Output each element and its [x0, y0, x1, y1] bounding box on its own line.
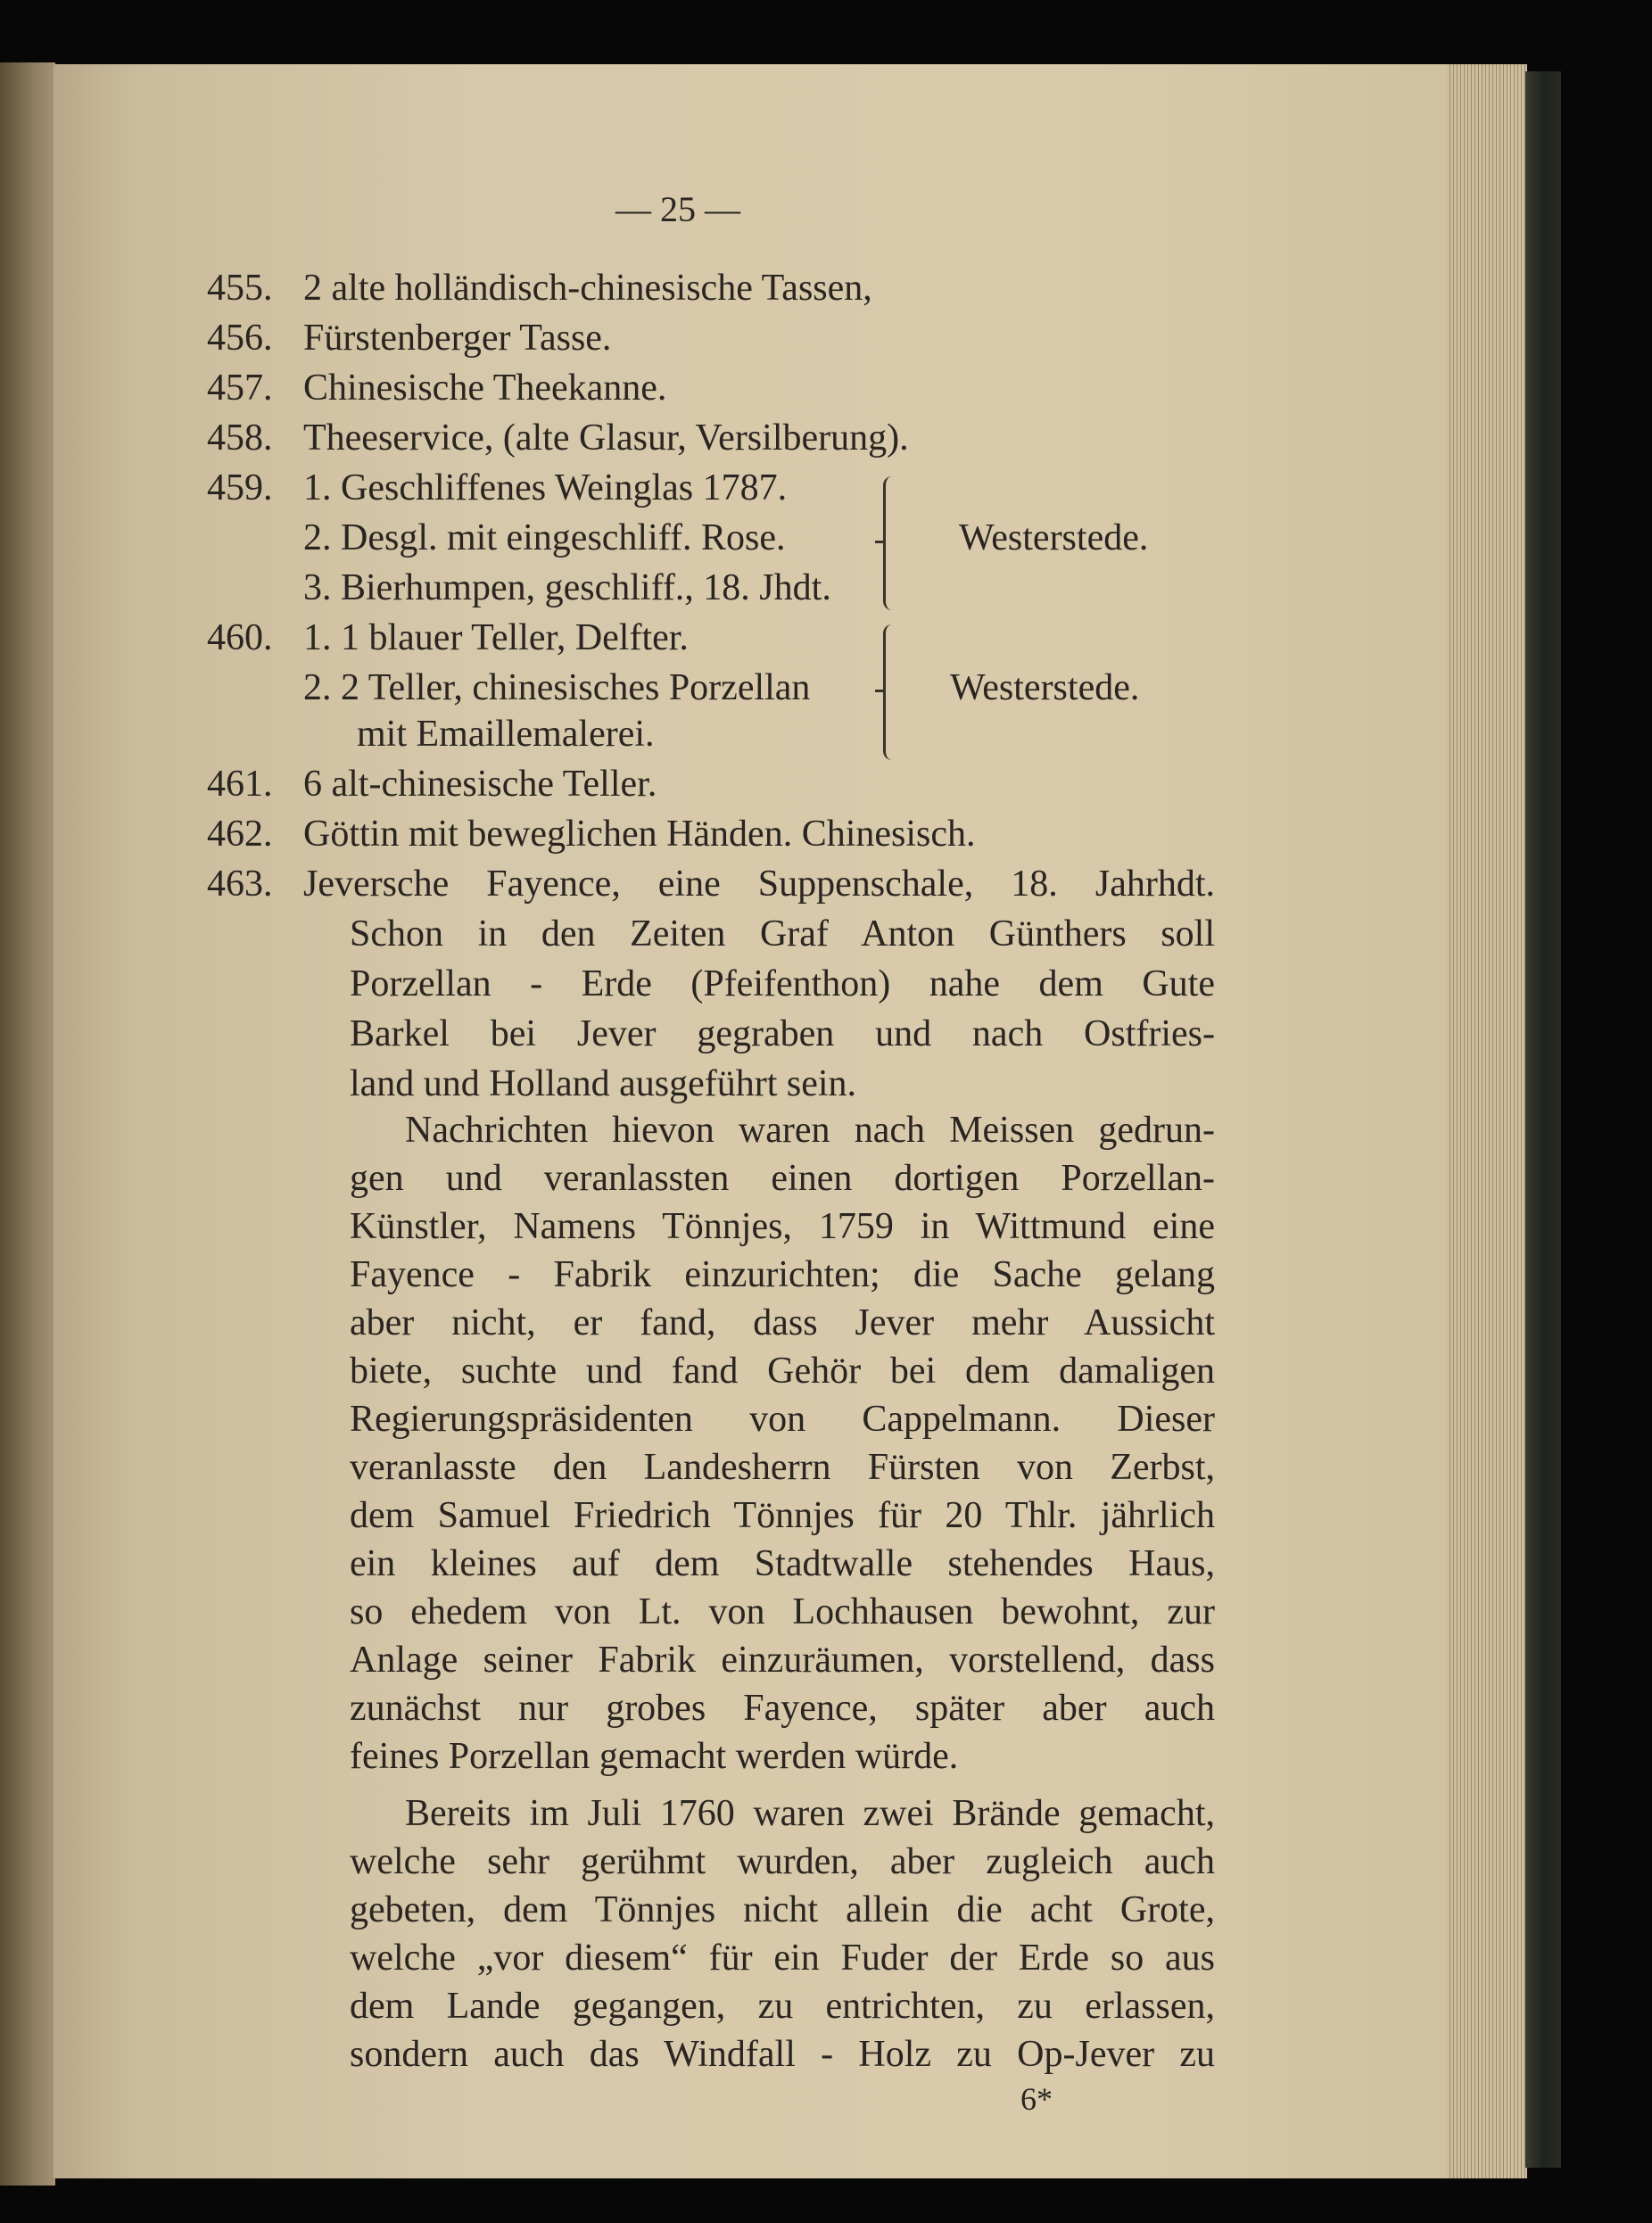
entry-number: 459.: [207, 467, 273, 508]
body-line: welche sehr gerühmt wurden, aber zugleich auch: [350, 1841, 1215, 1882]
entry-number: 463.: [207, 864, 273, 905]
entry-number: 457.: [207, 368, 273, 409]
body-line: dem Samuel Friedrich Tönnjes für 20 Thlr. jährlich: [350, 1495, 1215, 1536]
page-stack-edges: [1447, 64, 1527, 2178]
signature-mark: 6*: [1020, 2081, 1053, 2117]
body-line: Nachrichten hievon waren nach Meissen gedrun-: [405, 1110, 1215, 1151]
entry-text: Göttin mit beweglichen Händen. Chinesisch.: [303, 814, 976, 855]
entry-place: Westerstede.: [959, 517, 1149, 558]
previous-page-edge: [0, 62, 55, 2186]
book-spine: [1525, 71, 1561, 2168]
body-line: Barkel bei Jever gegraben und nach Ostfries-: [350, 1013, 1215, 1054]
body-line: gebeten, dem Tönnjes nicht allein die acht Grote,: [350, 1889, 1215, 1930]
page-number: — 25 —: [615, 189, 740, 229]
entry-subitem: 2. Desgl. mit eingeschliff. Rose.: [303, 517, 786, 558]
entry-subitem: 3. Bierhumpen, geschliff., 18. Jhdt.: [303, 567, 831, 608]
body-line: Bereits im Juli 1760 waren zwei Brände gemacht,: [405, 1793, 1215, 1834]
body-line: sondern auch das Windfall - Holz zu Op-Jever zu: [350, 2034, 1215, 2075]
body-line: Schon in den Zeiten Graf Anton Günthers soll: [350, 913, 1215, 954]
entry-subitem: mit Emaillemalerei.: [357, 714, 655, 755]
body-line: Fayence - Fabrik einzurichten; die Sache gelang: [350, 1254, 1215, 1295]
body-line: so ehedem von Lt. von Lochhausen bewohnt, zur: [350, 1591, 1215, 1632]
body-line: welche „vor diesem“ für ein Fuder der Erde so aus: [350, 1938, 1215, 1979]
body-line: gen und veranlassten einen dortigen Porzellan-: [350, 1158, 1215, 1199]
body-line: ein kleines auf dem Stadtwalle stehendes Haus,: [350, 1543, 1215, 1584]
entry-subitem: 2. 2 Teller, chinesisches Porzellan: [303, 667, 811, 708]
body-line: Regierungspräsidenten von Cappelmann. Dieser: [350, 1399, 1215, 1440]
body-line: Künstler, Namens Tönnjes, 1759 in Wittmund eine: [350, 1206, 1215, 1247]
entry-number: 461.: [207, 764, 273, 805]
grouping-brace: [883, 624, 895, 760]
body-line: veranlasste den Landesherrn Fürsten von Zerbst,: [350, 1447, 1215, 1488]
entry-text: 2 alte holländisch-chinesische Tassen,: [303, 268, 872, 309]
body-line: aber nicht, er fand, dass Jever mehr Aussicht: [350, 1302, 1215, 1343]
entry-number: 458.: [207, 417, 273, 459]
body-line: dem Lande gegangen, zu entrichten, zu erlassen,: [350, 1986, 1215, 2027]
entry-text: Jeversche Fayence, eine Suppenschale, 18. Jahrhdt.: [303, 864, 1215, 905]
entry-number: 456.: [207, 318, 273, 359]
body-line: feines Porzellan gemacht werden würde.: [350, 1736, 959, 1777]
entry-number: 462.: [207, 814, 273, 855]
entry-text: Chinesische Theekanne.: [303, 368, 667, 409]
grouping-brace: [883, 476, 895, 610]
entry-number: 455.: [207, 268, 273, 309]
body-line: biete, suchte und fand Gehör bei dem damaligen: [350, 1351, 1215, 1392]
entry-subitem: 1. 1 blauer Teller, Delfter.: [303, 617, 689, 658]
body-line: land und Holland ausgeführt sein.: [350, 1063, 857, 1104]
entry-text: Fürstenberger Tasse.: [303, 318, 612, 359]
entry-text: 6 alt-chinesische Teller.: [303, 764, 657, 805]
entry-text: Theeservice, (alte Glasur, Versilberung).: [303, 417, 909, 459]
entry-place: Westerstede.: [950, 667, 1140, 708]
body-line: zunächst nur grobes Fayence, später aber auch: [350, 1688, 1215, 1729]
entry-number: 460.: [207, 617, 273, 658]
body-line: Anlage seiner Fabrik einzuräumen, vorstellend, dass: [350, 1640, 1215, 1681]
entry-subitem: 1. Geschliffenes Weinglas 1787.: [303, 467, 788, 508]
body-line: Porzellan - Erde (Pfeifenthon) nahe dem Gute: [350, 963, 1215, 1004]
